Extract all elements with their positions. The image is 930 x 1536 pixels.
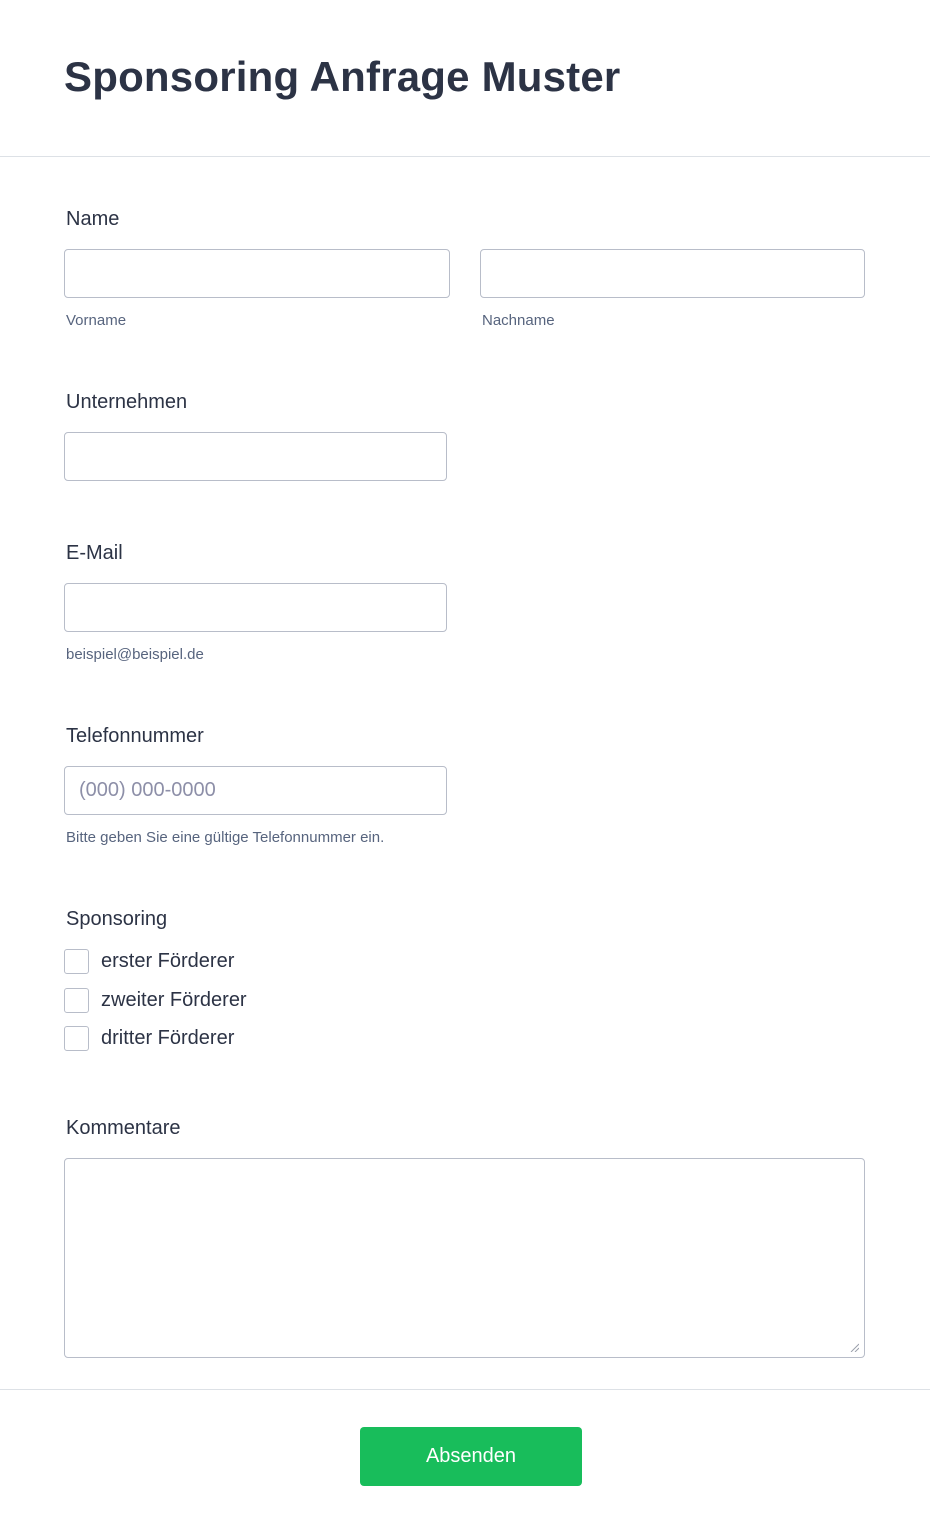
name-label: Name xyxy=(66,208,120,230)
email-label: E-Mail xyxy=(66,542,123,564)
checkbox-label: zweiter Förderer xyxy=(101,988,247,1011)
first-name-sublabel: Vorname xyxy=(66,312,127,329)
sponsoring-option-3[interactable] xyxy=(64,1025,234,1051)
submit-button[interactable]: Absenden xyxy=(360,1427,582,1486)
resize-handle-icon[interactable] xyxy=(850,1343,859,1352)
last-name-input[interactable] xyxy=(480,249,865,298)
sponsoring-option-2[interactable] xyxy=(64,987,247,1013)
phone-label: Telefonnummer xyxy=(66,725,204,747)
page-title: Sponsoring Anfrage Muster xyxy=(64,53,621,100)
email-input[interactable] xyxy=(64,583,447,632)
company-label: Unternehmen xyxy=(66,391,188,413)
first-name-input[interactable] xyxy=(64,249,450,298)
sponsoring-option-1[interactable] xyxy=(64,948,234,974)
checkbox[interactable] xyxy=(64,988,89,1013)
phone-input[interactable] xyxy=(64,766,447,815)
last-name-sublabel: Nachname xyxy=(482,312,555,329)
phone-sublabel: Bitte geben Sie eine gültige Telefonnummer ein. xyxy=(66,829,385,846)
sponsoring-label: Sponsoring xyxy=(66,908,168,930)
checkbox-label: dritter Förderer xyxy=(101,1026,235,1049)
comments-label: Kommentare xyxy=(66,1117,181,1139)
footer-divider xyxy=(0,1389,930,1390)
header-divider xyxy=(0,156,930,157)
checkbox-label: erster Förderer xyxy=(101,949,235,972)
email-sublabel: beispiel@beispiel.de xyxy=(66,646,204,663)
checkbox[interactable] xyxy=(64,949,89,974)
company-input[interactable] xyxy=(64,432,447,481)
checkbox[interactable] xyxy=(64,1026,89,1051)
comments-textarea[interactable] xyxy=(64,1158,865,1358)
